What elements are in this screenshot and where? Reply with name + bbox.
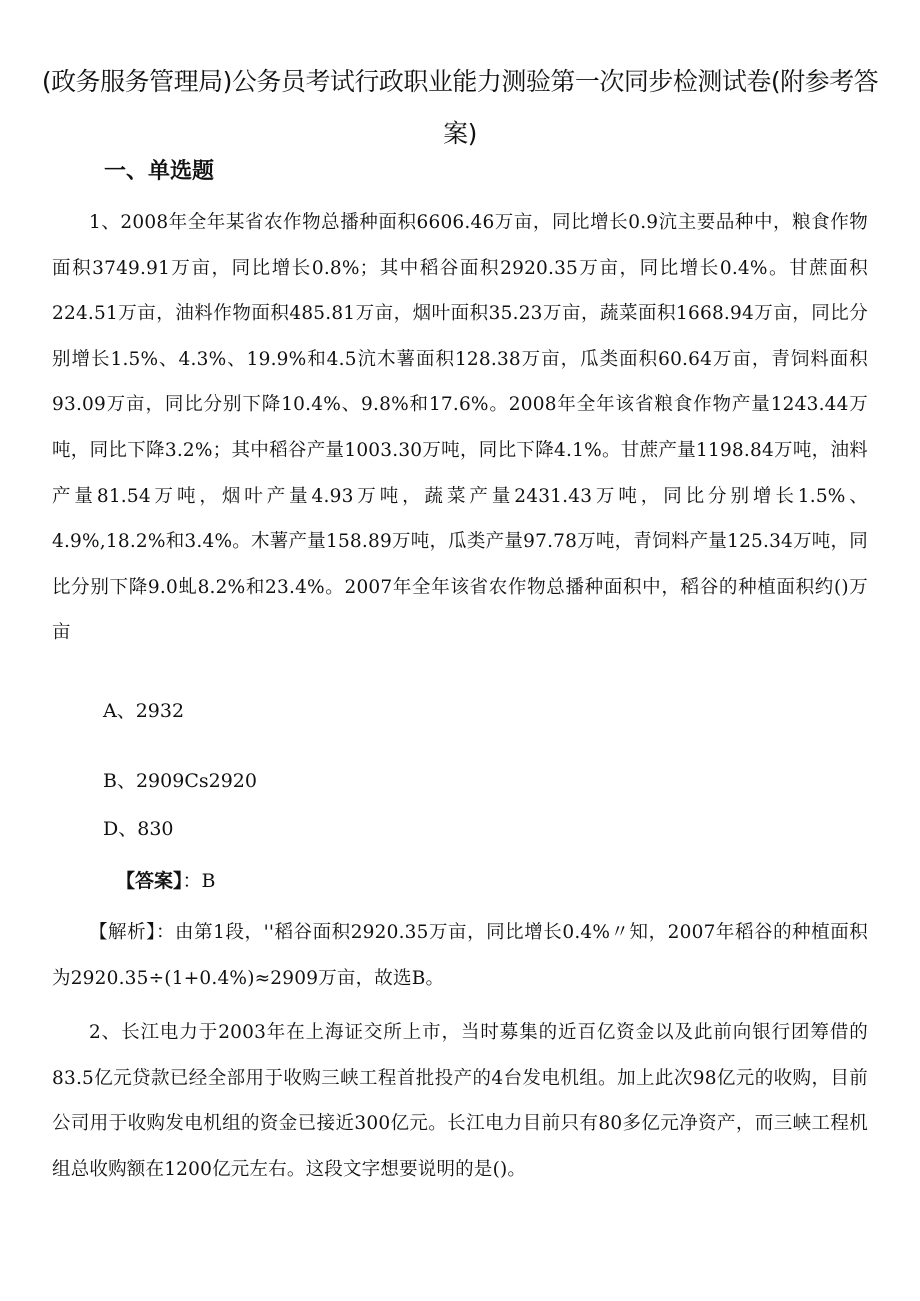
question-1-option-b: B、2909Cs2920 xyxy=(103,770,257,792)
explanation-label: 【解析】 xyxy=(89,922,156,943)
question-2-text: 2、长江电力于2003年在上海证交所上市，当时募集的近百亿资金以及此前向银行团筹借的83.5亿元贷款已经全部用于收购三峡工程首批投产的4台发电机组。加上此次98亿元的收购，目前公司用于收购发电机组的资金已接近300亿元。长江电力目前只有80多亿元净资产，而三峡工程机组总收购额在1200亿元左右。这段文字想要说明的是()。 xyxy=(52,1022,868,1180)
answer-label: 【答案】 xyxy=(116,870,183,892)
question-1-answer xyxy=(116,866,215,896)
explanation-text: ：由第1段，''稻谷面积2920.35万亩，同比增长0.4%〃知，2007年稻谷的种植面积为2920.35÷(1+0.4%)≈2909万亩，故选B。 xyxy=(52,922,868,989)
section-heading: 一、单选题 xyxy=(104,159,215,184)
question-1-text: 1、2008年全年某省农作物总播种面积6606.46万亩，同比增长0.9沆主要品种中，粮食作物面积3749.91万亩，同比增长0.8%；其中稻谷面积2920.35万亩，同比增长0.4%。甘蔗面积224.51万亩，油料作物面积485.81万亩，烟叶面积35.23万亩，蔬菜面积1668.94万亩，同比分别增长1.5%、4.3%、19.9%和4.5沆木薯面积128.38万亩，瓜类面积60.64万亩，青饲料面积93.09万亩，同比分别下降10.4%、9.8%和17.6%。2008年全年该省粮食作物产量1243.44万吨，同比下降3.2%；其中稻谷产量1003.30万吨，同比下降4.1%。甘蔗产量1198.84万吨，油料产量81.54万吨，烟叶产量4.93万吨，蔬菜产量2431.43万吨，同比分别增长1.5%、4.9%,18.2%和3.4%。木薯产量158.89万吨，瓜类产量97.78万吨，青饲料产量125.34万吨，同比分别下降9.0虬8.2%和23.4%。2007年全年该省农作物总播种面积中，稻谷的种植面积约()万亩 xyxy=(52,212,868,644)
answer-value: ：B xyxy=(182,870,216,892)
question-1-option-a: A、2932 xyxy=(103,700,185,722)
question-1-explanation xyxy=(52,910,868,1001)
document-title: (政务服务管理局)公务员考试行政职业能力测验第一次同步检测试卷(附参考答案) xyxy=(41,67,879,148)
question-1-option-d: D、830 xyxy=(103,818,174,840)
